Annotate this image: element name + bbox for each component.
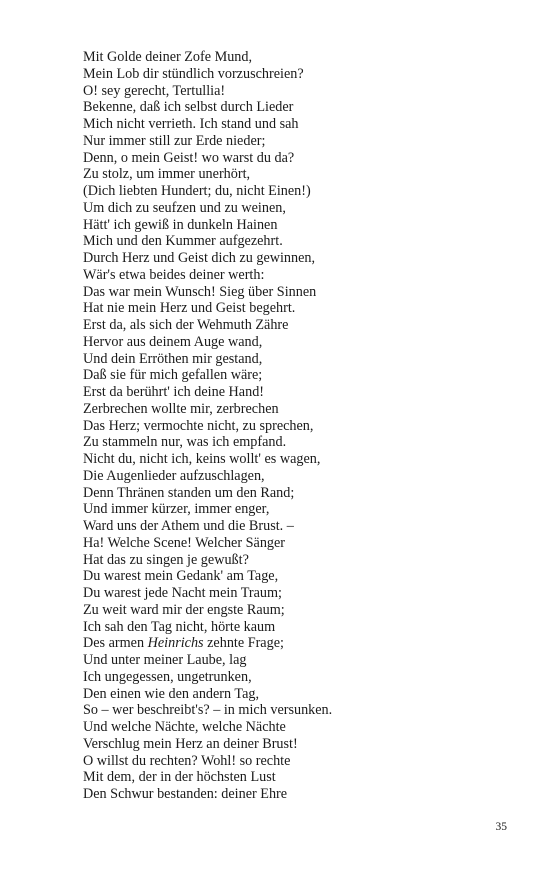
poem-line: Zu stolz, um immer unerhört, [83,166,251,183]
poem-line: Ward uns der Athem und die Brust. – [83,518,294,534]
poem-line [83,635,503,652]
poem-line: Hat nie mein Herz und Geist begehrt. [83,300,296,317]
poem-line: Mich nicht verrieth. Ich stand und sah [83,116,299,132]
poem-line: Hervor aus deinem Auge wand, [83,333,263,350]
poem-line: Ha! Welche Scene! Welcher Sänger [83,534,286,551]
poem-line: O! sey gerecht, Tertullia! [83,82,226,99]
poem-line: Den einen wie den andern Tag, [83,685,260,702]
poem-line: Ich ungegessen, ungetrunken, [83,668,252,685]
poem-line-text: Des armen [83,635,148,652]
poem-line: O willst du rechten? Wohl! so rechte [83,752,291,769]
poem-line: Hätt' ich gewiß in dunkeln Hainen [83,216,278,233]
poem-line: Du warest jede Nacht mein Traum; [83,585,282,601]
poem-line: Zerbrechen wollte mir, zerbrechen [83,400,279,417]
poem-line: Und unter meiner Laube, lag [83,652,247,668]
poem-line: Und welche Nächte, welche Nächte [83,719,286,735]
poem-line: Mein Lob dir stündlich vorzuschreien? [83,65,304,82]
poem-line: Erst da berührt' ich deine Hand! [83,384,265,400]
poem-line: Wär's etwa beides deiner werth: [83,266,265,283]
poem-line: Hat das zu singen je gewußt? [83,551,249,568]
poem-line: Du warest mein Gedank' am Tage, [83,568,279,585]
poem-line: So – wer beschreibt's? – in mich versunken. [83,702,333,719]
poem-line: Den Schwur bestanden: deiner Ehre [83,786,288,802]
poem-line: Daß sie für mich gefallen wäre; [83,367,263,384]
poem-line: (Dich liebten Hundert; du, nicht Einen!) [83,183,311,199]
poem-line: Nur immer still zur Erde nieder; [83,132,266,149]
poem-line: Nicht du, nicht ich, keins wollt' es wagen, [83,451,321,467]
poem-line: Und immer kürzer, immer enger, [83,501,270,518]
poem-line: Erst da, als sich der Wehmuth Zähre [83,317,289,333]
poem-line: Verschlug mein Herz an deiner Brust! [83,735,298,752]
poem-line: Mit dem, der in der höchsten Lust [83,769,276,786]
poem-line: Das Herz; vermochte nicht, zu sprechen, [83,417,314,434]
poem-line: Um dich zu seufzen und zu weinen, [83,199,286,216]
poem-line: Denn, o mein Geist! wo warst du da? [83,149,295,166]
poem-line: Das war mein Wunsch! Sieg über Sinnen [83,283,317,300]
poem-line: Zu weit ward mir der engste Raum; [83,601,285,618]
poem-line: Und dein Erröthen mir gestand, [83,350,263,367]
poem-line: Mich und den Kummer aufgezehrt. [83,233,283,250]
poem-line-text: zehnte Frage; [203,635,284,652]
poem-line: Zu stammeln nur, was ich empfand. [83,434,287,451]
poem-line: Mit Golde deiner Zofe Mund, [83,49,253,65]
page-number: 35 [495,821,507,833]
poem-text [83,49,503,803]
poem-line: Bekenne, daß ich selbst durch Lieder [83,99,294,116]
poem-line: Denn Thränen standen um den Rand; [83,484,295,501]
poem-line-italic-name: Heinrichs [147,635,204,652]
poem-line: Ich sah den Tag nicht, hörte kaum [83,618,276,635]
poem-line: Die Augenlieder aufzuschlagen, [83,467,265,484]
poem-line: Durch Herz und Geist dich zu gewinnen, [83,250,316,266]
